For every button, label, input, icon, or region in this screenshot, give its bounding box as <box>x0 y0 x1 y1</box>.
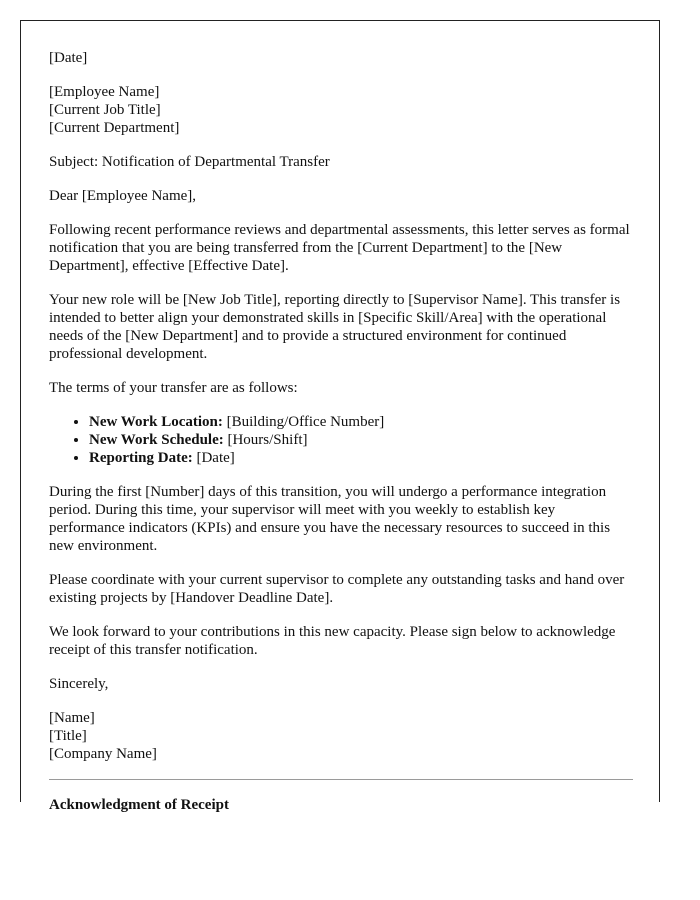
paragraph-acknowledge-request: We look forward to your contributions in this new capacity. Please sign below to acknowledge receipt of this transfer notification. <box>49 624 616 658</box>
term-location <box>89 413 633 431</box>
sender-block <box>49 709 633 763</box>
term-location-label: New Work Location: <box>89 414 223 430</box>
paragraph-role: Your new role will be [New Job Title], reporting directly to [Supervisor Name]. This transfer is intended to better align your demonstrated skills in [Specific Skill/Area] with the operational needs of the [New Department] and to provide a structured environment for continued professional development. <box>49 292 621 362</box>
acknowledgment-heading: Acknowledgment of Receipt <box>49 797 229 813</box>
letter-subject: Subject: Notification of Departmental Transfer <box>49 154 330 170</box>
recipient-name: [Employee Name] <box>49 84 160 100</box>
term-schedule-value: [Hours/Shift] <box>223 432 308 448</box>
sender-name: [Name] <box>49 710 95 726</box>
letter-salutation: Dear [Employee Name], <box>49 188 197 204</box>
letter-page <box>20 20 660 813</box>
term-schedule <box>89 431 633 449</box>
term-location-value: [Building/Office Number] <box>222 414 385 430</box>
paragraph-intro: Following recent performance reviews and departmental assessments, this letter serves as formal notification that you are being transferred from the [Current Department] to the [New Department], effective [Effective Date]. <box>49 222 630 274</box>
term-schedule-label: New Work Schedule: <box>89 432 224 448</box>
letter-signoff: Sincerely, <box>49 676 109 692</box>
recipient-block <box>49 83 633 137</box>
paragraph-terms-intro: The terms of your transfer are as follows: <box>49 380 298 396</box>
term-reporting-date <box>89 449 633 467</box>
section-divider <box>49 779 633 780</box>
letter-date: [Date] <box>49 50 88 66</box>
recipient-department: [Current Department] <box>49 120 180 136</box>
letter-body <box>49 49 633 814</box>
paragraph-integration: During the first [Number] days of this transition, you will undergo a performance integration period. During this time, your supervisor will meet with you weekly to establish key performance indicators (KPIs) and ensure you have the necessary resources to succeed in this new environment. <box>49 484 611 554</box>
recipient-title: [Current Job Title] <box>49 102 161 118</box>
sender-title: [Title] <box>49 728 87 744</box>
sender-company: [Company Name] <box>49 746 157 762</box>
terms-list <box>49 413 633 467</box>
paragraph-handover: Please coordinate with your current supervisor to complete any outstanding tasks and hand over existing projects by [Handover Deadline Date]. <box>49 572 625 606</box>
term-reporting-date-value: [Date] <box>192 450 235 466</box>
term-reporting-date-label: Reporting Date: <box>89 450 193 466</box>
